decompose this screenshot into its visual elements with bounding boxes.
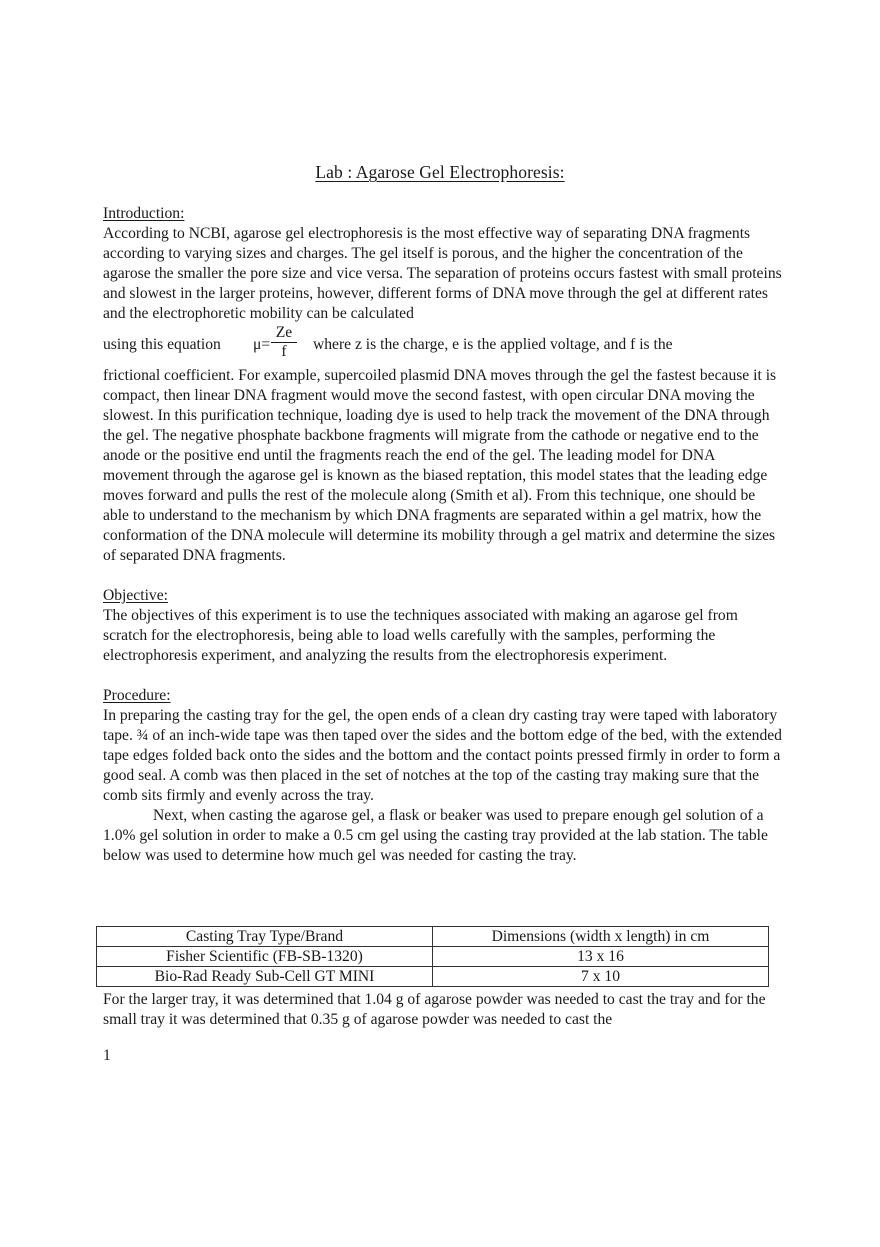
equation-lead-text: using this equation	[103, 336, 221, 353]
objective-paragraph: The objectives of this experiment is to use the techniques associated with making an agarose gel from scratch for the electrophoresis, being able to load wells carefully with the samples, performing the electrophoresis experiment, and analyzing the results from the electrophoresis experiment.	[103, 607, 738, 664]
table-row	[97, 967, 769, 987]
procedure-paragraph-1: In preparing the casting tray for the gel, the open ends of a clean dry casting tray were taped with laboratory tape. ¾ of an inch-wide tape was then taped over the sides and the bottom edge of the bed, with the extended tape edges folded back onto the sides and the bottom and the contact points pressed firmly in order to form a good seal. A comb was then placed in the set of notches at the top of the casting tray making sure that the comb sits firmly and evenly across the tray.	[103, 707, 782, 804]
table-header-cell: Dimensions (width x length) in cm	[433, 927, 769, 947]
procedure-paragraph-2: Next, when casting the agarose gel, a flask or beaker was used to prepare enough gel solution of a 1.0% gel solution in order to make a 0.5 cm gel using the casting tray provided at the lab station. The table below was used to determine how much gel was needed for casting the tray.	[103, 807, 768, 864]
document-body	[103, 162, 783, 866]
document-title	[103, 162, 783, 182]
introduction-paragraph-1: According to NCBI, agarose gel electrophoresis is the most effective way of separating DNA fragments according to varying sizes and charges. The gel itself is porous, and the higher the concentration of the agarose the smaller the pore size and vice versa. The separation of proteins occurs fastest with small proteins and slowest in the larger proteins, however, different forms of DNA move through the gel at different rates and the electrophoretic mobility can be calculated	[103, 225, 782, 322]
equation-line	[103, 324, 783, 366]
objective-section	[103, 586, 783, 666]
equation-tail-text: where z is the charge, e is the applied voltage, and f is the	[313, 336, 673, 353]
table-row	[97, 947, 769, 967]
equation-denominator: f	[281, 343, 287, 360]
equation-symbol: μ=	[253, 336, 271, 353]
page-number: 1	[103, 1047, 111, 1064]
table-header-cell: Casting Tray Type/Brand	[97, 927, 433, 947]
table-cell: Fisher Scientific (FB-SB-1320)	[97, 947, 433, 967]
procedure-heading: Procedure:	[103, 687, 171, 704]
equation-fraction	[271, 323, 297, 361]
table-cell: 13 x 16	[433, 947, 769, 967]
introduction-heading: Introduction:	[103, 205, 185, 222]
table-cell: 7 x 10	[433, 967, 769, 987]
table-header-row	[97, 927, 769, 947]
introduction-paragraph-2: frictional coefficient. For example, supercoiled plasmid DNA moves through the gel the fastest because it is compact, then linear DNA fragment would move the second fastest, with open circular DNA moving the slowest. In this purification technique, loading dye is used to help track the movement of the DNA through the gel. The negative phosphate backbone fragments will migrate from the cathode or negative end to the anode or the positive end until the fragments reach the end of the gel. The leading model for DNA movement through the agarose gel is known as the biased reptation, this model states that the leading edge moves forward and pulls the rest of the molecule along (Smith et al). From this technique, one should be able to understand to the mechanism by which DNA fragments are separated within a gel matrix, how the conformation of the DNA molecule will determine its mobility through a gel matrix and determine the sizes of separated DNA fragments.	[103, 367, 777, 564]
table-cell: Bio-Rad Ready Sub-Cell GT MINI	[97, 967, 433, 987]
introduction-section	[103, 204, 783, 566]
equation-numerator: Ze	[271, 323, 297, 343]
objective-heading: Objective:	[103, 587, 168, 604]
procedure-paragraph-3: For the larger tray, it was determined that 1.04 g of agarose powder was needed to cast the tray and for the small tray it was determined that 0.35 g of agarose powder was needed to cast the	[103, 991, 766, 1028]
procedure-section	[103, 686, 783, 866]
casting-tray-table	[96, 926, 769, 987]
title-text: Lab : Agarose Gel Electrophoresis:	[315, 162, 565, 182]
